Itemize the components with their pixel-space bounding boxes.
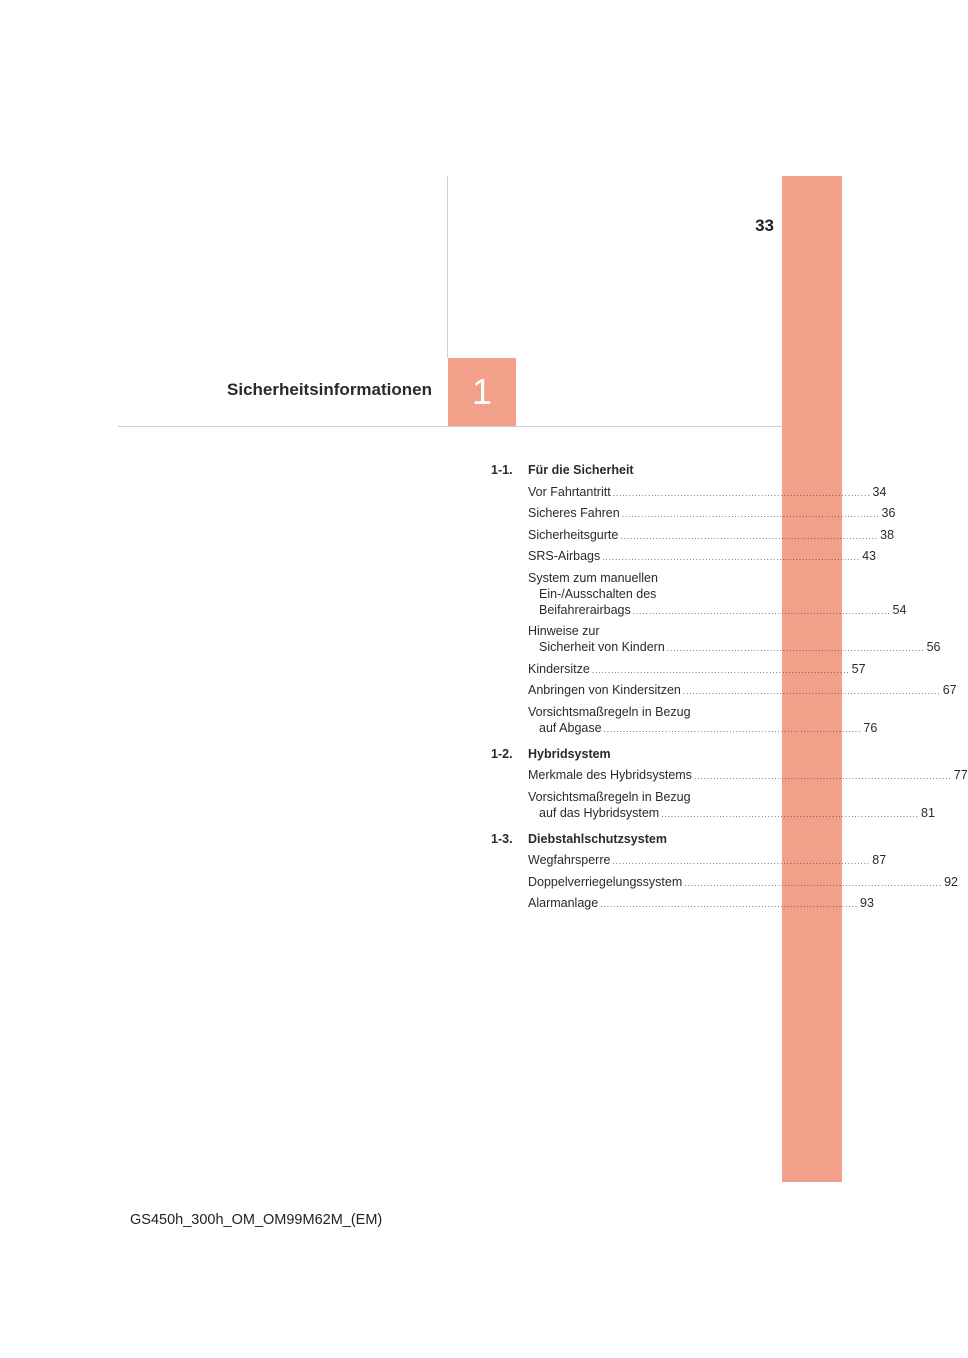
chapter-number-box: 1 (448, 358, 516, 426)
toc-entry-line (528, 639, 941, 657)
toc-entry-text: Beifahrerairbags (539, 602, 631, 617)
toc-entry-line (528, 874, 958, 892)
toc-entry-line (528, 895, 874, 913)
toc-entry[interactable] (528, 767, 968, 785)
toc-entry-text: Sicherheitsgurte (528, 527, 619, 542)
toc-entry-line (528, 484, 887, 502)
dot-leader: ................................................................................ (693, 772, 952, 781)
toc-entry-line (528, 767, 968, 785)
dot-leader: ................................................................................ (684, 878, 943, 888)
toc-entry[interactable] (528, 874, 958, 892)
toc-entry[interactable] (528, 789, 935, 823)
toc-entry[interactable] (528, 484, 887, 502)
dot-leader: ................................................................................ (666, 644, 925, 653)
toc-entry[interactable] (528, 704, 878, 738)
footer-doc-id: GS450h_300h_OM_OM99M62M_(EM) (130, 1212, 383, 1228)
toc-entry-text: Sicheres Fahren (528, 506, 620, 520)
toc-page-number: 38 (880, 527, 895, 542)
dot-leader: ................................................................................ (612, 488, 871, 498)
dot-leader: ................................................................................ (682, 687, 941, 696)
toc-entry[interactable] (528, 527, 895, 545)
toc-entry[interactable] (528, 661, 866, 679)
section-number: 1-3. (491, 831, 513, 846)
dot-leader: ................................................................................ (632, 606, 891, 616)
section-title[interactable]: Hybridsystem (528, 746, 611, 761)
toc-entry-text: Vorsichtsmaßregeln in Bezug (528, 704, 691, 719)
toc-entry[interactable] (528, 895, 874, 913)
toc-page-number: 76 (863, 720, 878, 735)
toc-page-number: 36 (881, 506, 896, 520)
toc-entry[interactable] (528, 570, 907, 620)
toc-entry-text: Sicherheit von Kindern (539, 640, 665, 654)
dot-leader: ................................................................................ (591, 665, 850, 675)
toc-entry-line (528, 602, 907, 620)
toc-entry-text: System zum manuellen (528, 570, 658, 585)
header-rule (118, 426, 782, 427)
dot-leader: ................................................................................ (603, 724, 862, 734)
page-number: 33 (755, 216, 774, 235)
toc-entry-text: Doppelverriegelungssystem (528, 874, 683, 889)
chapter-title: Sicherheitsinformationen (227, 380, 432, 399)
toc-page-number: 34 (872, 484, 887, 499)
toc-entry[interactable] (528, 682, 957, 700)
toc-entry-line (528, 527, 895, 545)
toc-entry-text: Wegfahrsperre (528, 853, 611, 867)
toc-page-number: 81 (921, 805, 935, 820)
toc-entry-text: Ein-/Ausschalten des (539, 586, 657, 601)
dot-leader: ................................................................................ (620, 531, 879, 541)
toc-entry-line (528, 661, 866, 679)
toc-entry-line (528, 682, 957, 700)
toc-entry-text: Alarmanlage (528, 896, 599, 910)
toc-page-number: 43 (862, 549, 876, 563)
dot-leader: ................................................................................ (661, 809, 919, 819)
section-title[interactable]: Für die Sicherheit (528, 463, 634, 477)
toc-entry[interactable] (528, 548, 876, 566)
toc-page-number: 93 (860, 896, 874, 910)
toc-section-heading (491, 744, 751, 764)
toc-entry[interactable] (528, 505, 896, 523)
dot-leader: ................................................................................ (612, 857, 871, 866)
toc-entry-text: auf das Hybridsystem (539, 805, 660, 820)
toc-entry[interactable] (528, 852, 887, 870)
toc-page-number: 57 (851, 661, 866, 676)
toc-entry-text: Vorsichtsmaßregeln in Bezug (528, 789, 691, 804)
toc-page-number: 92 (944, 874, 958, 889)
section-number: 1-1. (491, 463, 513, 477)
chapter-side-tab (782, 176, 842, 1182)
toc-page-number: 54 (892, 602, 907, 617)
section-number: 1-2. (491, 746, 513, 761)
toc-entry-text: Anbringen von Kindersitzen (528, 683, 681, 697)
toc-entry-text: auf Abgase (539, 720, 602, 735)
toc-page-number: 56 (926, 640, 941, 654)
toc-page-number: 87 (872, 853, 887, 867)
dot-leader: ................................................................................ (600, 900, 858, 909)
dot-leader: ................................................................................ (621, 510, 880, 519)
toc-entry-text: Vor Fahrtantritt (528, 484, 611, 499)
dot-leader: ................................................................................ (602, 553, 861, 562)
toc-entry-text: Kindersitze (528, 661, 590, 676)
section-title[interactable]: Diebstahlschutzsystem (528, 831, 667, 846)
table-of-contents (491, 460, 968, 913)
toc-page-number: 77 (953, 768, 968, 782)
toc-entry-text: Merkmale des Hybridsystems (528, 768, 692, 782)
toc-entry-line (528, 805, 935, 823)
toc-entry-line (528, 720, 878, 738)
toc-entry-line (528, 548, 876, 566)
toc-section-heading (491, 829, 751, 849)
toc-page-number: 67 (942, 683, 957, 697)
toc-section-heading (491, 460, 751, 480)
toc-entry[interactable] (528, 623, 941, 657)
toc-entry-text: Hinweise zur (528, 624, 600, 638)
vertical-divider (447, 176, 448, 358)
toc-entry-line (528, 852, 887, 870)
toc-entry-line (528, 505, 896, 523)
toc-entry-text: SRS-Airbags (528, 549, 601, 563)
